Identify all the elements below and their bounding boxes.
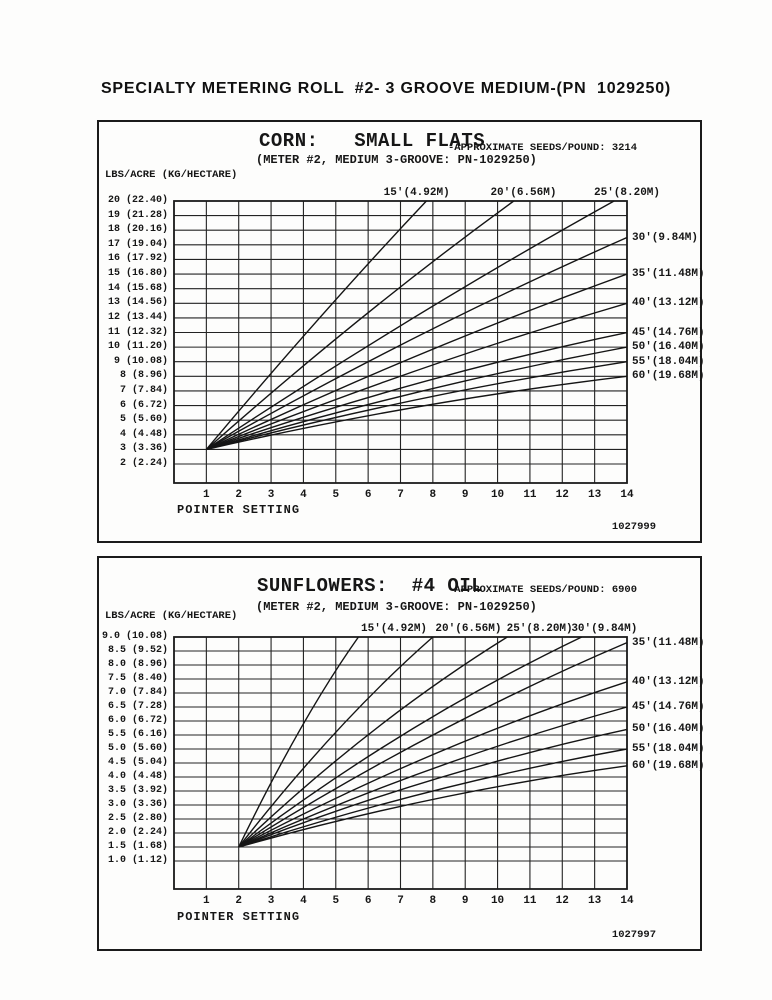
x-tick-label: 5 <box>332 489 340 501</box>
chart-svg <box>99 558 700 949</box>
x-tick-label: 11 <box>523 895 537 907</box>
x-tick-label: 14 <box>620 895 634 907</box>
series-line-7 <box>206 347 627 449</box>
series-label: 15'(4.92M) <box>361 623 428 635</box>
x-tick-label: 6 <box>364 895 372 907</box>
x-tick-label: 3 <box>267 895 275 907</box>
series-line-2 <box>239 637 508 847</box>
x-tick-label: 10 <box>490 895 505 907</box>
y-tick-label: 9.0 (10.08) <box>101 631 168 642</box>
y-tick-label: 8 (8.96) <box>119 370 168 382</box>
x-tick-label: 12 <box>555 895 569 907</box>
y-tick-label: 7.5 (8.40) <box>107 673 168 684</box>
y-tick-label: 1.5 (1.68) <box>107 841 168 852</box>
x-tick-label: 6 <box>364 489 372 501</box>
x-axis-caption: POINTER SETTING <box>177 910 301 924</box>
series-line-3 <box>206 238 627 450</box>
doc-number: 1027999 <box>611 521 656 533</box>
doc-number: 1027997 <box>611 929 656 941</box>
y-tick-label: 7.0 (7.84) <box>107 687 168 698</box>
chart-title: SUNFLOWERS: #4 OIL <box>257 575 484 597</box>
x-tick-label: 8 <box>429 489 437 501</box>
sunflowers-chart-panel <box>97 556 705 951</box>
plot-area <box>99 122 705 541</box>
y-tick-label: 14 (15.68) <box>107 282 168 294</box>
y-tick-label: 2 (2.24) <box>119 458 168 469</box>
series-label: 15'(4.92M) <box>383 187 450 199</box>
y-tick-label: 3.5 (3.92) <box>107 785 168 796</box>
x-tick-label: 1 <box>203 489 210 501</box>
y-tick-label: 3.0 (3.36) <box>107 799 168 810</box>
y-tick-label: 7 (7.84) <box>119 384 168 396</box>
x-tick-label: 13 <box>588 489 602 501</box>
plot-area <box>99 558 705 949</box>
y-axis-caption: LBS/ACRE (KG/HECTARE) <box>105 610 238 622</box>
series-label: 20'(6.56M) <box>435 623 502 635</box>
meter-note: (METER #2, MEDIUM 3-GROOVE: PN-1029250) <box>256 153 537 167</box>
seeds-per-pound-note: -APPROXIMATE SEEDS/POUND: 3214 <box>448 142 638 154</box>
series-label: 35'(11.48M) <box>632 636 705 649</box>
series-line-9 <box>206 376 627 449</box>
x-tick-label: 12 <box>555 489 569 501</box>
x-tick-label: 2 <box>235 895 242 907</box>
y-axis-caption: LBS/ACRE (KG/HECTARE) <box>105 169 238 181</box>
meter-note: (METER #2, MEDIUM 3-GROOVE: PN-1029250) <box>256 600 537 614</box>
y-tick-label: 3 (3.36) <box>119 443 168 455</box>
chart-title: CORN: SMALL FLATS <box>259 130 486 152</box>
y-tick-label: 5 (5.60) <box>119 414 168 426</box>
x-tick-label: 8 <box>429 895 437 907</box>
grid-lines <box>174 637 627 889</box>
y-tick-label: 18 (20.16) <box>107 224 168 236</box>
seeds-per-pound-note: -APPROXIMATE SEEDS/POUND: 6900 <box>448 584 638 596</box>
x-tick-label: 9 <box>461 489 469 501</box>
x-tick-label: 14 <box>620 489 634 501</box>
x-tick-label: 4 <box>300 895 307 907</box>
series-label: 50'(16.40M) <box>632 341 705 354</box>
x-tick-label: 1 <box>203 895 210 907</box>
x-tick-label: 9 <box>461 895 469 907</box>
series-label: 40'(13.12M) <box>632 297 705 310</box>
y-tick-label: 8.0 (8.96) <box>107 659 168 670</box>
y-tick-label: 13 (14.56) <box>107 297 168 309</box>
x-axis-caption: POINTER SETTING <box>177 503 301 517</box>
series-label: 30'(9.84M) <box>632 231 699 244</box>
y-tick-label: 15 (16.80) <box>107 268 168 280</box>
series-label: 55'(18.04M) <box>632 355 705 368</box>
x-tick-label: 11 <box>523 489 537 501</box>
series-label: 20'(6.56M) <box>490 187 557 199</box>
y-tick-label: 1.0 (1.12) <box>107 855 168 866</box>
y-tick-label: 4 (4.48) <box>119 428 168 440</box>
series-label: 40'(13.12M) <box>632 675 705 688</box>
y-tick-label: 4.5 (5.04) <box>107 757 168 768</box>
x-tick-label: 4 <box>300 489 307 501</box>
series-label: 30'(9.84M) <box>571 623 638 635</box>
series-label: 60'(19.68M) <box>632 759 705 772</box>
y-tick-label: 20 (22.40) <box>107 195 168 206</box>
y-tick-label: 10 (11.20) <box>107 341 168 353</box>
y-tick-label: 12 (13.44) <box>107 311 168 323</box>
y-tick-label: 4.0 (4.48) <box>107 771 168 782</box>
chart-svg <box>99 122 700 541</box>
y-tick-label: 9 (10.08) <box>113 355 168 367</box>
y-tick-label: 6.5 (7.28) <box>107 701 168 712</box>
y-tick-label: 19 (21.28) <box>107 209 168 221</box>
x-tick-label: 7 <box>397 489 404 501</box>
series-label: 35'(11.48M) <box>632 268 705 281</box>
x-tick-label: 5 <box>332 895 340 907</box>
y-tick-label: 2.5 (2.80) <box>107 813 168 824</box>
series-label: 25'(8.20M) <box>506 623 573 635</box>
series-label: 45'(14.76M) <box>632 326 705 339</box>
series-label: 25'(8.20M) <box>593 187 661 199</box>
x-tick-label: 10 <box>490 489 505 501</box>
y-tick-label: 6 (6.72) <box>119 399 168 411</box>
y-tick-label: 6.0 (6.72) <box>107 715 168 726</box>
y-tick-label: 5.0 (5.60) <box>107 743 168 754</box>
y-tick-label: 2.0 (2.24) <box>107 827 168 838</box>
y-tick-label: 5.5 (6.16) <box>107 729 168 740</box>
x-tick-label: 3 <box>267 489 275 501</box>
y-tick-label: 11 (12.32) <box>107 326 168 338</box>
series-label: 45'(14.76M) <box>632 701 705 713</box>
y-tick-label: 16 (17.92) <box>107 253 168 265</box>
series-label: 55'(18.04M) <box>632 743 705 755</box>
series-label: 60'(19.68M) <box>632 370 705 383</box>
series-label: 50'(16.40M) <box>632 723 705 736</box>
y-tick-label: 8.5 (9.52) <box>107 645 168 656</box>
corn-chart-panel <box>97 120 705 543</box>
y-tick-label: 17 (19.04) <box>107 238 168 250</box>
x-tick-label: 7 <box>397 895 404 907</box>
x-tick-label: 13 <box>588 895 602 907</box>
page-title: SPECIALTY METERING ROLL #2- 3 GROOVE MEDIUM-(PN 1029250) <box>100 80 672 97</box>
x-tick-label: 2 <box>235 489 242 501</box>
series-line-0 <box>206 201 426 449</box>
